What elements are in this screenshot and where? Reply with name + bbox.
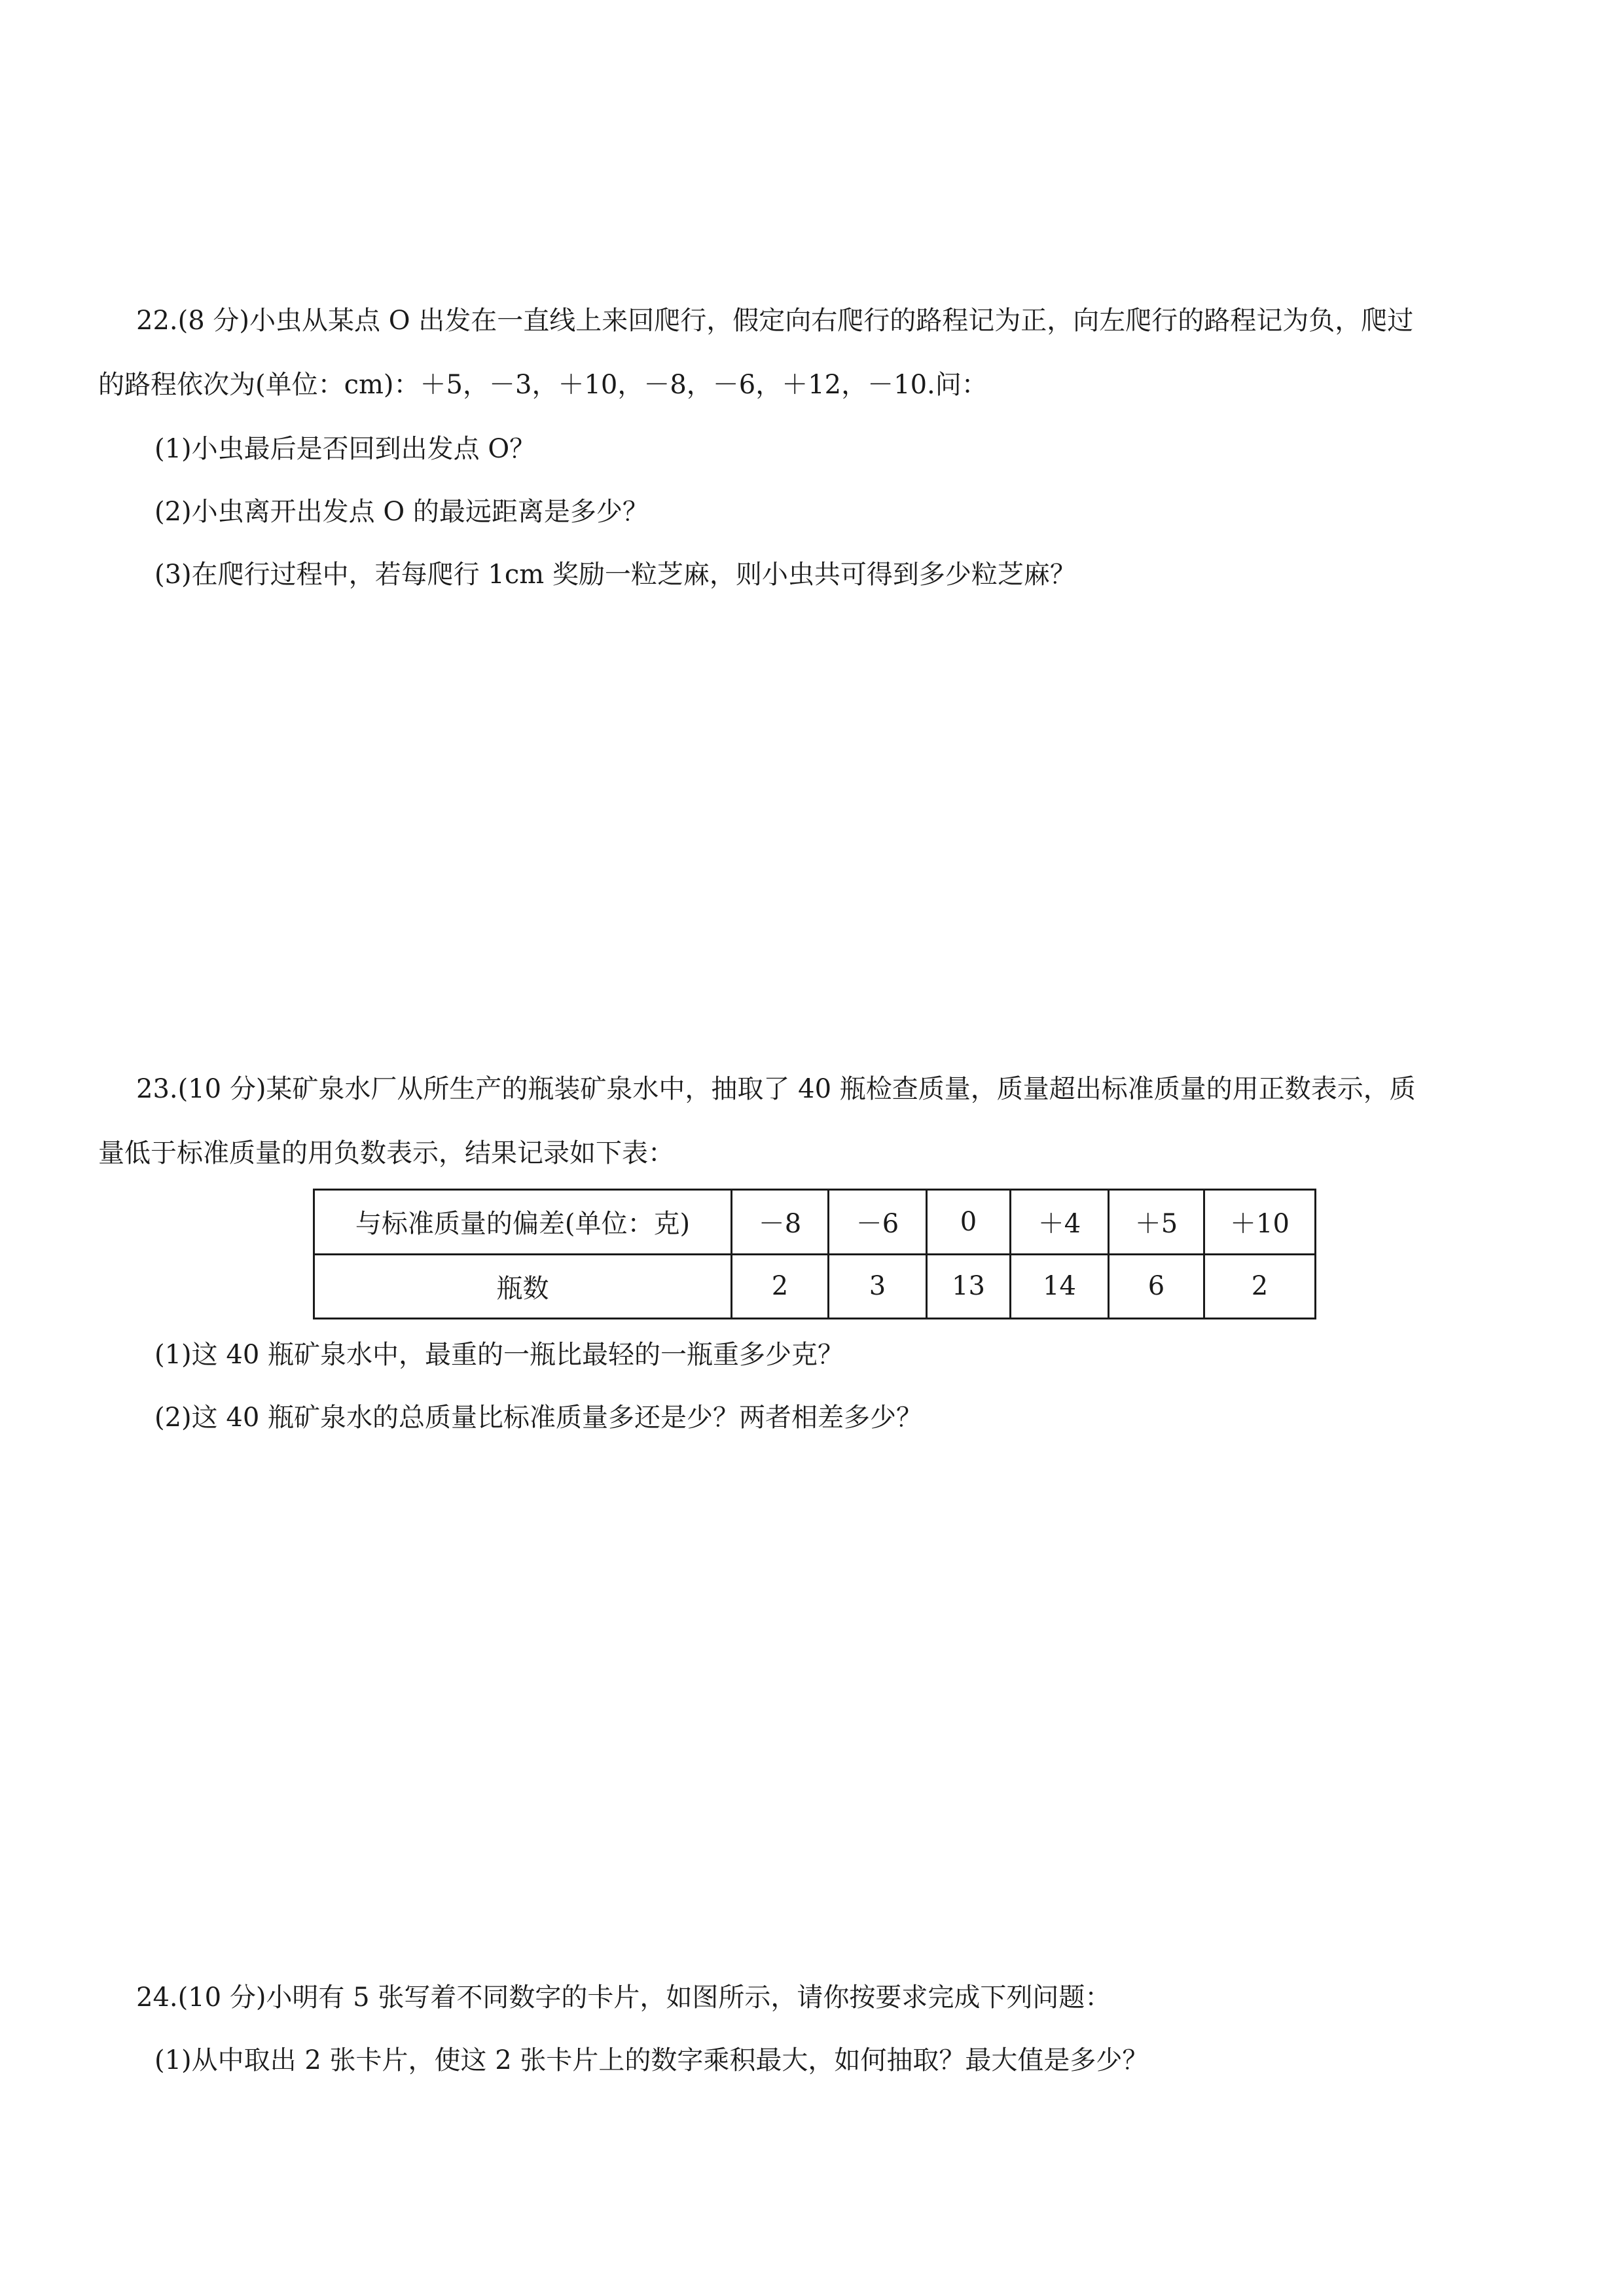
q22-sub-2: (2)小虫离开出发点 O 的最远距离是多少？ [154,497,649,527]
table-cell-count: 13 [927,1254,1011,1319]
table-cell-count: 2 [732,1254,829,1319]
table-cell-deviation: ＋10 [1204,1190,1316,1255]
q23-sub-1: (1)这 40 瓶矿泉水中，最重的一瓶比最轻的一瓶重多少克？ [154,1340,844,1370]
q23-line-2: 量低于标准质量的用负数表示，结果记录如下表： [98,1138,674,1168]
q24-line-1: 24.(10 分)小明有 5 张写着不同数字的卡片，如图所示，请你按要求完成下列问题： [136,1982,1111,2013]
table-cell-deviation: ＋4 [1011,1190,1109,1255]
q22-sub-3: (3)在爬行过程中，若每爬行 1cm 奖励一粒芝麻，则小虫共可得到多少粒芝麻？ [154,560,1076,590]
table-cell-deviation: 0 [927,1190,1011,1255]
q22-line-1: 22.(8 分)小虫从某点 O 出发在一直线上来回爬行，假定向右爬行的路程记为正，向左爬行的路程记为负，爬过 [136,306,1414,336]
table-header-deviation: 与标准质量的偏差(单位：克) [314,1190,732,1255]
table-cell-count: 2 [1204,1254,1316,1319]
q24-sub-1: (1)从中取出 2 张卡片，使这 2 张卡片上的数字乘积最大，如何抽取？最大值是多少？ [154,2045,1149,2075]
q23-sub-2: (2)这 40 瓶矿泉水的总质量比标准质量多还是少？两者相差多少？ [154,1403,922,1433]
table-row-deviation [314,1190,1316,1255]
q22-line-2: 的路程依次为(单位：cm)：＋5，－3，＋10，－8，－6，＋12，－10.问： [98,370,988,400]
table-cell-count: 3 [829,1254,927,1319]
table-row-count [314,1254,1316,1319]
table-cell-count: 6 [1109,1254,1204,1319]
q22-sub-1: (1)小虫最后是否回到出发点 O？ [154,434,536,464]
table-cell-deviation: －6 [829,1190,927,1255]
deviation-table [313,1189,1316,1319]
table-cell-deviation: ＋5 [1109,1190,1204,1255]
table-header-count: 瓶数 [314,1254,732,1319]
table-cell-count: 14 [1011,1254,1109,1319]
table-cell-deviation: －8 [732,1190,829,1255]
q23-line-1: 23.(10 分)某矿泉水厂从所生产的瓶装矿泉水中，抽取了 40 瓶检查质量，质量超出标准质量的用正数表示，质 [136,1074,1416,1104]
